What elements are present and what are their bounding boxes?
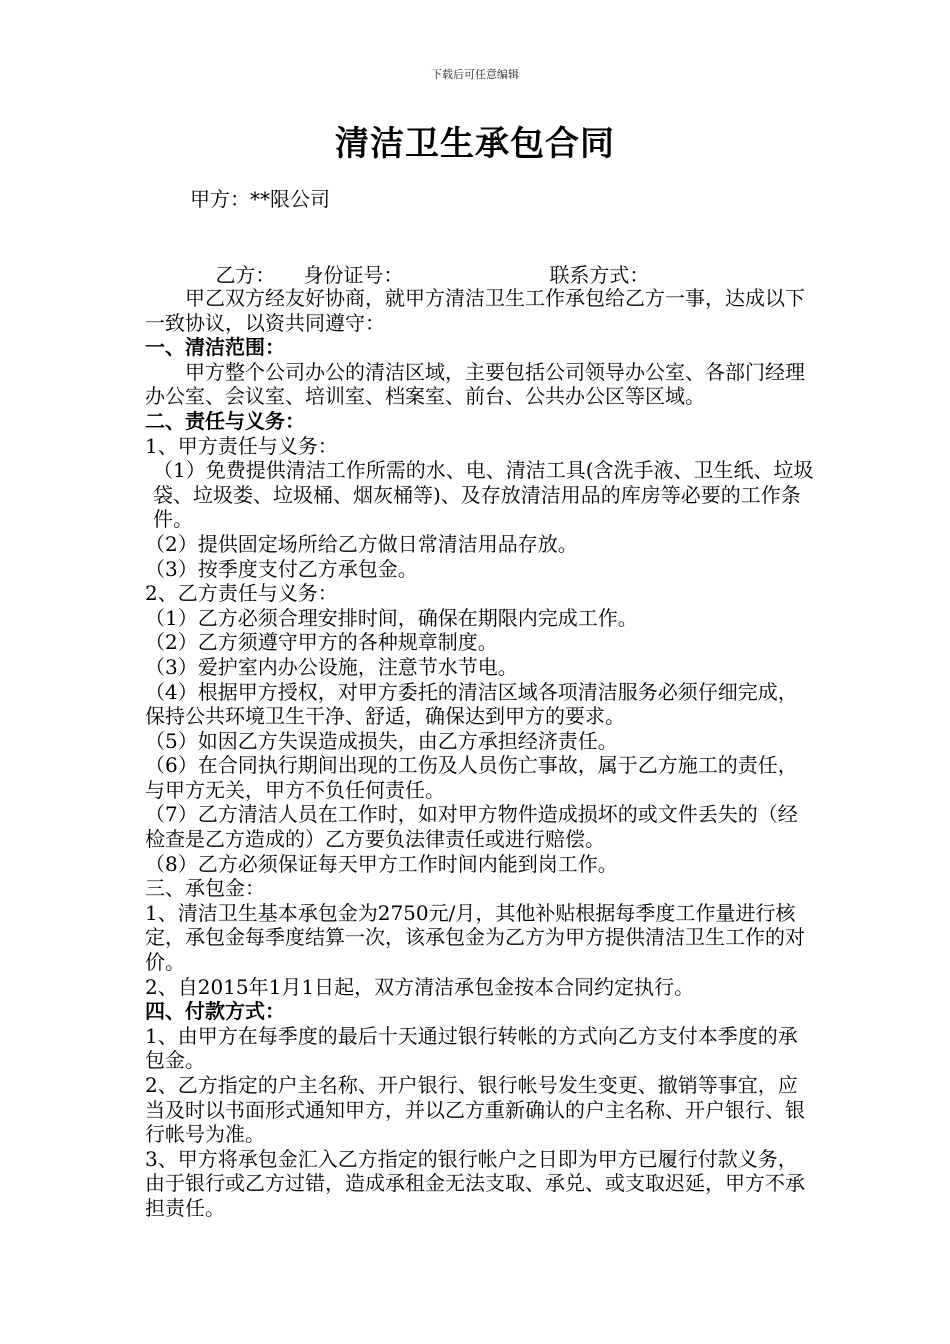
list-item: （2）提供固定场所给乙方做日常清洁用品存放。	[145, 531, 578, 556]
subsection-title: 1、甲方责任与义务：	[145, 433, 338, 458]
section-heading: 三、承包金：	[145, 876, 265, 901]
list-item: （6）在合同执行期间出现的工伤及人员伤亡事故，属于乙方施工的责任，与甲方无关，甲方不负任何责任。	[145, 753, 798, 802]
list-item: （1）乙方必须合理安排时间，确保在期限内完成工作。	[145, 605, 638, 630]
section-heading: 二、责任与义务：	[145, 408, 305, 433]
list-item: （3）爱护室内办公设施，注意节水节电。	[145, 654, 518, 679]
id-number-label: 身份证号：	[303, 263, 404, 287]
document-title: 清洁卫生承包合同	[335, 124, 615, 164]
section-heading: 四、付款方式：	[145, 999, 285, 1024]
paragraph: 2、自2015年1月1日起，双方清洁承包金按本合同约定执行。	[145, 974, 695, 999]
list-item: （2）乙方须遵守甲方的各种规章制度。	[145, 630, 498, 655]
intro-paragraph: 甲乙双方经友好协商，就甲方清洁卫生工作承包给乙方一事，达成以下一致协议，以资共同遵守：	[145, 286, 805, 335]
subsection-title: 2、乙方责任与义务：	[145, 581, 338, 606]
header-note: 下载后可任意编辑	[431, 68, 519, 81]
party-a-line: 甲方：**限公司	[190, 187, 330, 211]
paragraph: 1、由甲方在每季度的最后十天通过银行转帐的方式向乙方支付本季度的承包金。	[145, 1023, 798, 1073]
contact-label: 联系方式：	[549, 263, 650, 287]
contract-body	[145, 286, 815, 1221]
list-item: （1）免费提供清洁工作所需的水、电、清洁工具(含洗手液、卫生纸、垃圾袋、垃圾娄、垃圾桶、烟灰桶等)、及存放清洁用品的库房等必要的工作条件。	[153, 458, 814, 532]
list-item: （4）根据甲方授权，对甲方委托的清洁区域各项清洁服务必须仔细完成，保持公共环境卫生干净、舒适，确保达到甲方的要求。	[145, 679, 798, 729]
list-item: （5）如因乙方失误造成损失，由乙方承担经济责任。	[145, 728, 618, 753]
list-item: （3）按季度支付乙方承包金。	[145, 556, 418, 581]
scope-paragraph: 甲方整个公司办公的清洁区域，主要包括公司领导办公室、各部门经理办公室、会议室、培训室、档案室、前台、公共办公区等区域。	[145, 359, 805, 409]
list-item: （7）乙方清洁人员在工作时，如对甲方物件造成损坏的或文件丢失的（经检查是乙方造成的）乙方要负法律责任或进行赔偿。	[145, 802, 798, 852]
party-b-label: 乙方：	[215, 263, 276, 287]
section-heading: 一、清洁范围：	[145, 335, 285, 360]
paragraph: 3、甲方将承包金汇入乙方指定的银行帐户之日即为甲方已履行付款义务，由于银行或乙方过错，造成承租金无法支取、承兑、或支取迟延，甲方不承担责任。	[145, 1146, 805, 1220]
paragraph: 2、乙方指定的户主名称、开户银行、银行帐号发生变更、撤销等事宜，应当及时以书面形式通知甲方，并以乙方重新确认的户主名称、开户银行、银行帐号为准。	[145, 1073, 805, 1147]
paragraph: 1、清洁卫生基本承包金为2750元/月，其他补贴根据每季度工作量进行核定，承包金每季度结算一次，该承包金为乙方为甲方提供清洁卫生工作的对价。	[145, 900, 805, 975]
list-item: （8）乙方必须保证每天甲方工作时间内能到岗工作。	[145, 851, 618, 876]
